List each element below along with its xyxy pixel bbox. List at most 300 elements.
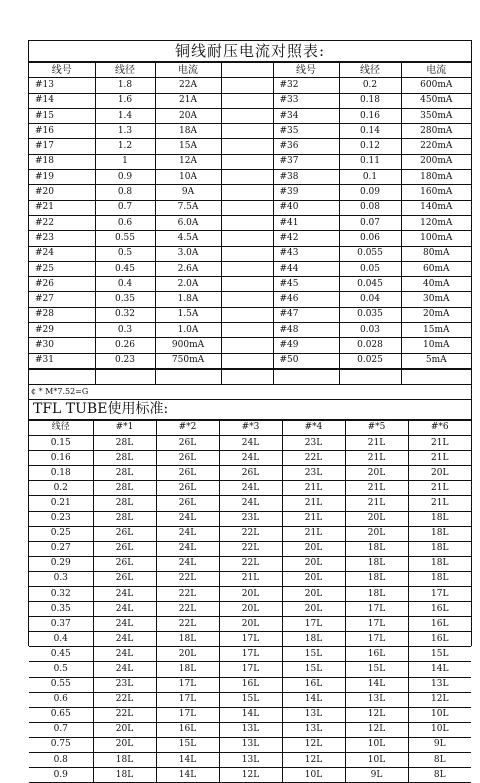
tfl-table-row bbox=[29, 571, 471, 586]
tfl-cell: 18L bbox=[408, 526, 471, 541]
tfl-cell: 17L bbox=[408, 586, 471, 601]
tfl-cell: 8L bbox=[408, 753, 471, 768]
tfl-cell: 20L bbox=[219, 602, 282, 617]
tfl-cell: 28L bbox=[93, 436, 156, 451]
tfl-table-row bbox=[29, 541, 471, 556]
tfl-cell: 20L bbox=[282, 602, 345, 617]
tfl-cell: 22L bbox=[156, 571, 219, 586]
tfl-cell: 20L bbox=[93, 722, 156, 737]
copper-cell: #38 bbox=[273, 170, 339, 185]
copper-cell: #33 bbox=[273, 93, 339, 108]
copper-cell: 350mA bbox=[401, 108, 471, 123]
copper-cell: 1.0A bbox=[155, 323, 221, 338]
copper-cell: 0.4 bbox=[95, 277, 155, 292]
tfl-cell: 24L bbox=[219, 451, 282, 466]
copper-cell: #45 bbox=[273, 277, 339, 292]
tfl-cell: 26L bbox=[93, 541, 156, 556]
tfl-cell: 21L bbox=[282, 481, 345, 496]
copper-cell bbox=[221, 292, 273, 307]
copper-cell: 0.5 bbox=[95, 246, 155, 261]
copper-cell: #18 bbox=[29, 154, 95, 169]
copper-cell: 900mA bbox=[155, 338, 221, 353]
copper-current-table bbox=[29, 62, 471, 369]
copper-cell: 0.09 bbox=[339, 185, 401, 200]
copper-cell: #31 bbox=[29, 353, 95, 368]
tfl-cell: 22L bbox=[156, 586, 219, 601]
copper-cell: 0.028 bbox=[339, 338, 401, 353]
copper-cell: #43 bbox=[273, 246, 339, 261]
tfl-cell: 13L bbox=[345, 692, 408, 707]
copper-cell: 5mA bbox=[401, 353, 471, 368]
copper-table-row bbox=[29, 185, 471, 200]
tfl-cell: 16L bbox=[345, 647, 408, 662]
copper-cell: 30mA bbox=[401, 292, 471, 307]
copper-cell: #23 bbox=[29, 231, 95, 246]
copper-cell bbox=[221, 261, 273, 276]
copper-cell: #27 bbox=[29, 292, 95, 307]
copper-cell: #48 bbox=[273, 323, 339, 338]
tfl-cell: 22L bbox=[219, 556, 282, 571]
copper-cell: 750mA bbox=[155, 353, 221, 368]
tfl-cell: 20L bbox=[219, 617, 282, 632]
tfl-cell: 16L bbox=[408, 617, 471, 632]
tfl-cell: 10L bbox=[408, 707, 471, 722]
tfl-table-row bbox=[29, 768, 471, 783]
copper-cell: #15 bbox=[29, 108, 95, 123]
copper-cell: 0.055 bbox=[339, 246, 401, 261]
tfl-cell: 0.35 bbox=[29, 602, 93, 617]
tfl-cell: 0.65 bbox=[29, 707, 93, 722]
tfl-cell: 13L bbox=[408, 677, 471, 692]
copper-cell: 9A bbox=[155, 185, 221, 200]
tfl-cell: 0.45 bbox=[29, 647, 93, 662]
tfl-cell: 0.3 bbox=[29, 571, 93, 586]
tfl-cell: 18L bbox=[93, 768, 156, 783]
tfl-cell: 22L bbox=[93, 692, 156, 707]
copper-cell: 100mA bbox=[401, 231, 471, 246]
tfl-cell: 24L bbox=[156, 556, 219, 571]
tfl-cell: 20L bbox=[156, 647, 219, 662]
copper-cell bbox=[221, 124, 273, 139]
tfl-table-row bbox=[29, 647, 471, 662]
copper-table-row bbox=[29, 200, 471, 215]
copper-cell: #21 bbox=[29, 200, 95, 215]
copper-cell bbox=[221, 170, 273, 185]
tfl-cell: 21L bbox=[345, 451, 408, 466]
copper-cell: 220mA bbox=[401, 139, 471, 154]
copper-cell: 0.05 bbox=[339, 261, 401, 276]
copper-cell bbox=[221, 215, 273, 230]
tfl-cell: 13L bbox=[219, 737, 282, 752]
copper-table-row bbox=[29, 139, 471, 154]
copper-cell: 21A bbox=[155, 93, 221, 108]
tfl-header-row bbox=[29, 420, 471, 435]
tfl-table-row bbox=[29, 617, 471, 632]
tfl-cell: 26L bbox=[156, 436, 219, 451]
tfl-cell: 24L bbox=[93, 632, 156, 647]
copper-cell: 140mA bbox=[401, 200, 471, 215]
tfl-cell: 10L bbox=[282, 768, 345, 783]
tfl-cell: 0.6 bbox=[29, 692, 93, 707]
copper-cell: #44 bbox=[273, 261, 339, 276]
copper-cell: 3.0A bbox=[155, 246, 221, 261]
tfl-cell: 10L bbox=[408, 722, 471, 737]
copper-cell: #49 bbox=[273, 338, 339, 353]
tfl-cell: 0.8 bbox=[29, 753, 93, 768]
copper-header-cell: 线号 bbox=[273, 63, 339, 78]
tfl-cell: 12L bbox=[282, 737, 345, 752]
tfl-table-row bbox=[29, 451, 471, 466]
tfl-table-row bbox=[29, 511, 471, 526]
tfl-cell: 26L bbox=[156, 466, 219, 481]
tfl-cell: 22L bbox=[93, 707, 156, 722]
tfl-cell: 22L bbox=[156, 617, 219, 632]
tfl-cell: 14L bbox=[282, 692, 345, 707]
tfl-cell: 0.5 bbox=[29, 662, 93, 677]
tfl-cell: 24L bbox=[93, 647, 156, 662]
document-sheet bbox=[28, 40, 472, 780]
copper-cell: #28 bbox=[29, 307, 95, 322]
copper-cell bbox=[221, 353, 273, 368]
tfl-table-row bbox=[29, 753, 471, 768]
tfl-cell: 14L bbox=[345, 677, 408, 692]
copper-cell: 60mA bbox=[401, 261, 471, 276]
tfl-cell: 28L bbox=[93, 511, 156, 526]
tfl-table-row bbox=[29, 692, 471, 707]
tfl-cell: 18L bbox=[282, 632, 345, 647]
copper-cell: 0.35 bbox=[95, 292, 155, 307]
tfl-cell: 13L bbox=[282, 722, 345, 737]
tfl-cell: 17L bbox=[345, 617, 408, 632]
copper-table-row bbox=[29, 353, 471, 368]
copper-cell: #36 bbox=[273, 139, 339, 154]
copper-cell: 0.025 bbox=[339, 353, 401, 368]
tfl-cell: 28L bbox=[93, 466, 156, 481]
copper-cell: 7.5A bbox=[155, 200, 221, 215]
copper-cell: #39 bbox=[273, 185, 339, 200]
tfl-table-row bbox=[29, 632, 471, 647]
tfl-cell: 21L bbox=[408, 496, 471, 511]
tfl-cell: 20L bbox=[219, 586, 282, 601]
tfl-table-title: TFL TUBE使用标准: bbox=[29, 400, 471, 420]
copper-cell: #26 bbox=[29, 277, 95, 292]
copper-table-row bbox=[29, 154, 471, 169]
tfl-cell: 18L bbox=[408, 571, 471, 586]
copper-cell: #30 bbox=[29, 338, 95, 353]
tfl-cell: 18L bbox=[408, 541, 471, 556]
tfl-table-row bbox=[29, 737, 471, 752]
tfl-cell: 13L bbox=[219, 753, 282, 768]
tfl-cell: 23L bbox=[282, 436, 345, 451]
copper-cell: #13 bbox=[29, 78, 95, 93]
tfl-cell: 17L bbox=[345, 632, 408, 647]
copper-cell: 15A bbox=[155, 139, 221, 154]
copper-cell bbox=[221, 307, 273, 322]
copper-cell: 0.14 bbox=[339, 124, 401, 139]
copper-cell: 10mA bbox=[401, 338, 471, 353]
copper-cell: 4.5A bbox=[155, 231, 221, 246]
copper-cell: 120mA bbox=[401, 215, 471, 230]
copper-header-cell: 线径 bbox=[339, 63, 401, 78]
copper-cell: 0.11 bbox=[339, 154, 401, 169]
copper-cell: 1.5A bbox=[155, 307, 221, 322]
copper-cell: 1.4 bbox=[95, 108, 155, 123]
tfl-cell: 14L bbox=[156, 753, 219, 768]
tfl-cell: 15L bbox=[408, 647, 471, 662]
copper-cell: 0.18 bbox=[339, 93, 401, 108]
copper-header-cell: 电流 bbox=[401, 63, 471, 78]
tfl-cell: 17L bbox=[156, 707, 219, 722]
copper-table-row bbox=[29, 231, 471, 246]
copper-cell: #34 bbox=[273, 108, 339, 123]
tfl-cell: 16L bbox=[408, 632, 471, 647]
tfl-cell: 0.21 bbox=[29, 496, 93, 511]
tfl-cell: 8L bbox=[408, 768, 471, 783]
copper-cell: 0.07 bbox=[339, 215, 401, 230]
tfl-table-row bbox=[29, 602, 471, 617]
tfl-cell: 14L bbox=[156, 768, 219, 783]
tfl-cell: 10L bbox=[345, 753, 408, 768]
tfl-cell: 24L bbox=[219, 481, 282, 496]
tfl-cell: 20L bbox=[282, 556, 345, 571]
copper-cell: 0.1 bbox=[339, 170, 401, 185]
tfl-cell: 0.23 bbox=[29, 511, 93, 526]
copper-cell: #35 bbox=[273, 124, 339, 139]
copper-cell bbox=[221, 154, 273, 169]
tfl-tube-table bbox=[29, 420, 471, 783]
tfl-cell: 26L bbox=[93, 571, 156, 586]
tfl-cell: 15L bbox=[282, 662, 345, 677]
tfl-cell: 12L bbox=[282, 753, 345, 768]
tfl-table-row bbox=[29, 662, 471, 677]
tfl-cell: 23L bbox=[282, 466, 345, 481]
tfl-cell: 0.75 bbox=[29, 737, 93, 752]
copper-cell: 0.08 bbox=[339, 200, 401, 215]
tfl-cell: 16L bbox=[156, 722, 219, 737]
tfl-cell: 26L bbox=[93, 526, 156, 541]
tfl-cell: 21L bbox=[282, 526, 345, 541]
tfl-header-cell: 线径 bbox=[29, 420, 93, 435]
tfl-cell: 22L bbox=[219, 541, 282, 556]
tfl-cell: 21L bbox=[282, 511, 345, 526]
tfl-cell: 26L bbox=[156, 481, 219, 496]
tfl-cell: 21L bbox=[219, 571, 282, 586]
tfl-cell: 0.18 bbox=[29, 466, 93, 481]
tfl-cell: 9L bbox=[345, 768, 408, 783]
tfl-header-cell: #*5 bbox=[345, 420, 408, 435]
copper-cell: 6.0A bbox=[155, 215, 221, 230]
formula-note: ¢ * M*7.52=G bbox=[29, 385, 471, 400]
tfl-cell: 20L bbox=[93, 737, 156, 752]
tfl-cell: 24L bbox=[219, 436, 282, 451]
tfl-cell: 0.27 bbox=[29, 541, 93, 556]
tfl-cell: 21L bbox=[345, 481, 408, 496]
copper-cell: 180mA bbox=[401, 170, 471, 185]
tfl-cell: 18L bbox=[345, 556, 408, 571]
copper-cell: 0.8 bbox=[95, 185, 155, 200]
copper-cell: #17 bbox=[29, 139, 95, 154]
copper-cell: 18A bbox=[155, 124, 221, 139]
copper-cell: 0.3 bbox=[95, 323, 155, 338]
tfl-cell: 0.37 bbox=[29, 617, 93, 632]
tfl-cell: 20L bbox=[282, 571, 345, 586]
tfl-cell: 28L bbox=[93, 451, 156, 466]
copper-cell bbox=[221, 338, 273, 353]
tfl-table-row bbox=[29, 496, 471, 511]
copper-cell bbox=[221, 93, 273, 108]
copper-table-row bbox=[29, 124, 471, 139]
copper-cell: #22 bbox=[29, 215, 95, 230]
tfl-cell: 17L bbox=[156, 692, 219, 707]
tfl-cell: 21L bbox=[282, 496, 345, 511]
tfl-cell: 21L bbox=[345, 436, 408, 451]
copper-cell: 1.2 bbox=[95, 139, 155, 154]
tfl-table-row bbox=[29, 436, 471, 451]
tfl-table-row bbox=[29, 481, 471, 496]
tfl-header-cell: #*3 bbox=[219, 420, 282, 435]
tfl-cell: 24L bbox=[219, 496, 282, 511]
copper-cell: 280mA bbox=[401, 124, 471, 139]
copper-cell: 0.04 bbox=[339, 292, 401, 307]
tfl-cell: 0.2 bbox=[29, 481, 93, 496]
copper-cell: #24 bbox=[29, 246, 95, 261]
copper-table-row bbox=[29, 93, 471, 108]
copper-header-cell bbox=[221, 63, 273, 78]
copper-cell: 0.16 bbox=[339, 108, 401, 123]
copper-cell: #14 bbox=[29, 93, 95, 108]
copper-cell: 0.045 bbox=[339, 277, 401, 292]
copper-cell bbox=[221, 78, 273, 93]
copper-table-row bbox=[29, 78, 471, 93]
copper-cell: 1.6 bbox=[95, 93, 155, 108]
copper-cell bbox=[221, 139, 273, 154]
tfl-cell: 18L bbox=[156, 632, 219, 647]
copper-cell: 1.8 bbox=[95, 78, 155, 93]
tfl-cell: 18L bbox=[345, 586, 408, 601]
copper-cell: #16 bbox=[29, 124, 95, 139]
tfl-cell: 0.9 bbox=[29, 768, 93, 783]
copper-table-row bbox=[29, 277, 471, 292]
tfl-cell: 22L bbox=[219, 526, 282, 541]
tfl-cell: 0.55 bbox=[29, 677, 93, 692]
tfl-table-row bbox=[29, 707, 471, 722]
copper-table-row bbox=[29, 246, 471, 261]
tfl-cell: 15L bbox=[345, 662, 408, 677]
copper-cell: #37 bbox=[273, 154, 339, 169]
tfl-cell: 21L bbox=[408, 481, 471, 496]
copper-cell: 0.7 bbox=[95, 200, 155, 215]
tfl-cell: 24L bbox=[93, 602, 156, 617]
tfl-table-row bbox=[29, 466, 471, 481]
copper-table-title: 铜线耐压电流对照表: bbox=[29, 40, 471, 62]
copper-cell: #42 bbox=[273, 231, 339, 246]
tfl-table-row bbox=[29, 677, 471, 692]
tfl-cell: 10L bbox=[345, 737, 408, 752]
tfl-cell: 17L bbox=[345, 602, 408, 617]
tfl-cell: 18L bbox=[93, 753, 156, 768]
tfl-cell: 0.25 bbox=[29, 526, 93, 541]
copper-cell: 0.9 bbox=[95, 170, 155, 185]
copper-table-row bbox=[29, 338, 471, 353]
tfl-cell: 12L bbox=[219, 768, 282, 783]
tfl-cell: 14L bbox=[219, 707, 282, 722]
copper-cell: #20 bbox=[29, 185, 95, 200]
tfl-cell: 0.15 bbox=[29, 436, 93, 451]
tfl-cell: 24L bbox=[93, 617, 156, 632]
tfl-table-row bbox=[29, 526, 471, 541]
copper-cell bbox=[221, 323, 273, 338]
copper-header-row bbox=[29, 63, 471, 78]
tfl-cell: 20L bbox=[282, 586, 345, 601]
tfl-cell: 13L bbox=[282, 707, 345, 722]
copper-cell bbox=[221, 231, 273, 246]
copper-cell: 200mA bbox=[401, 154, 471, 169]
tfl-cell: 16L bbox=[219, 677, 282, 692]
tfl-cell: 17L bbox=[219, 632, 282, 647]
tfl-cell: 0.32 bbox=[29, 586, 93, 601]
copper-cell bbox=[221, 108, 273, 123]
copper-cell: 1.3 bbox=[95, 124, 155, 139]
copper-table-row bbox=[29, 323, 471, 338]
copper-cell: 10A bbox=[155, 170, 221, 185]
copper-cell: #25 bbox=[29, 261, 95, 276]
tfl-cell: 24L bbox=[156, 526, 219, 541]
tfl-header-cell: #*1 bbox=[93, 420, 156, 435]
tfl-cell: 18L bbox=[156, 662, 219, 677]
copper-cell: 160mA bbox=[401, 185, 471, 200]
copper-cell: #41 bbox=[273, 215, 339, 230]
tfl-cell: 18L bbox=[408, 511, 471, 526]
tfl-cell: 18L bbox=[345, 541, 408, 556]
copper-header-cell: 线号 bbox=[29, 63, 95, 78]
tfl-cell: 18L bbox=[345, 571, 408, 586]
copper-cell: 2.6A bbox=[155, 261, 221, 276]
copper-cell: #40 bbox=[273, 200, 339, 215]
copper-cell: 22A bbox=[155, 78, 221, 93]
tfl-cell: 28L bbox=[93, 496, 156, 511]
tfl-cell: 23L bbox=[93, 677, 156, 692]
tfl-header-cell: #*6 bbox=[408, 420, 471, 435]
tfl-cell: 28L bbox=[93, 481, 156, 496]
tfl-table-row bbox=[29, 586, 471, 601]
copper-cell: 450mA bbox=[401, 93, 471, 108]
tfl-cell: 22L bbox=[282, 451, 345, 466]
copper-table-row bbox=[29, 170, 471, 185]
tfl-cell: 23L bbox=[219, 511, 282, 526]
tfl-cell: 17L bbox=[219, 662, 282, 677]
copper-cell: #32 bbox=[273, 78, 339, 93]
copper-cell: 12A bbox=[155, 154, 221, 169]
copper-table-row bbox=[29, 292, 471, 307]
copper-cell bbox=[221, 246, 273, 261]
tfl-cell: 16L bbox=[408, 602, 471, 617]
tfl-cell: 20L bbox=[408, 466, 471, 481]
tfl-cell: 12L bbox=[345, 707, 408, 722]
tfl-cell: 26L bbox=[219, 466, 282, 481]
tfl-cell: 13L bbox=[219, 722, 282, 737]
copper-cell: #50 bbox=[273, 353, 339, 368]
copper-cell: #46 bbox=[273, 292, 339, 307]
copper-cell: 20mA bbox=[401, 307, 471, 322]
tfl-cell: 17L bbox=[156, 677, 219, 692]
tfl-cell: 0.7 bbox=[29, 722, 93, 737]
copper-cell: 15mA bbox=[401, 323, 471, 338]
tfl-cell: 20L bbox=[345, 511, 408, 526]
tfl-cell: 21L bbox=[345, 496, 408, 511]
copper-cell: 0.6 bbox=[95, 215, 155, 230]
tfl-cell: 18L bbox=[408, 556, 471, 571]
copper-cell: 1 bbox=[95, 154, 155, 169]
